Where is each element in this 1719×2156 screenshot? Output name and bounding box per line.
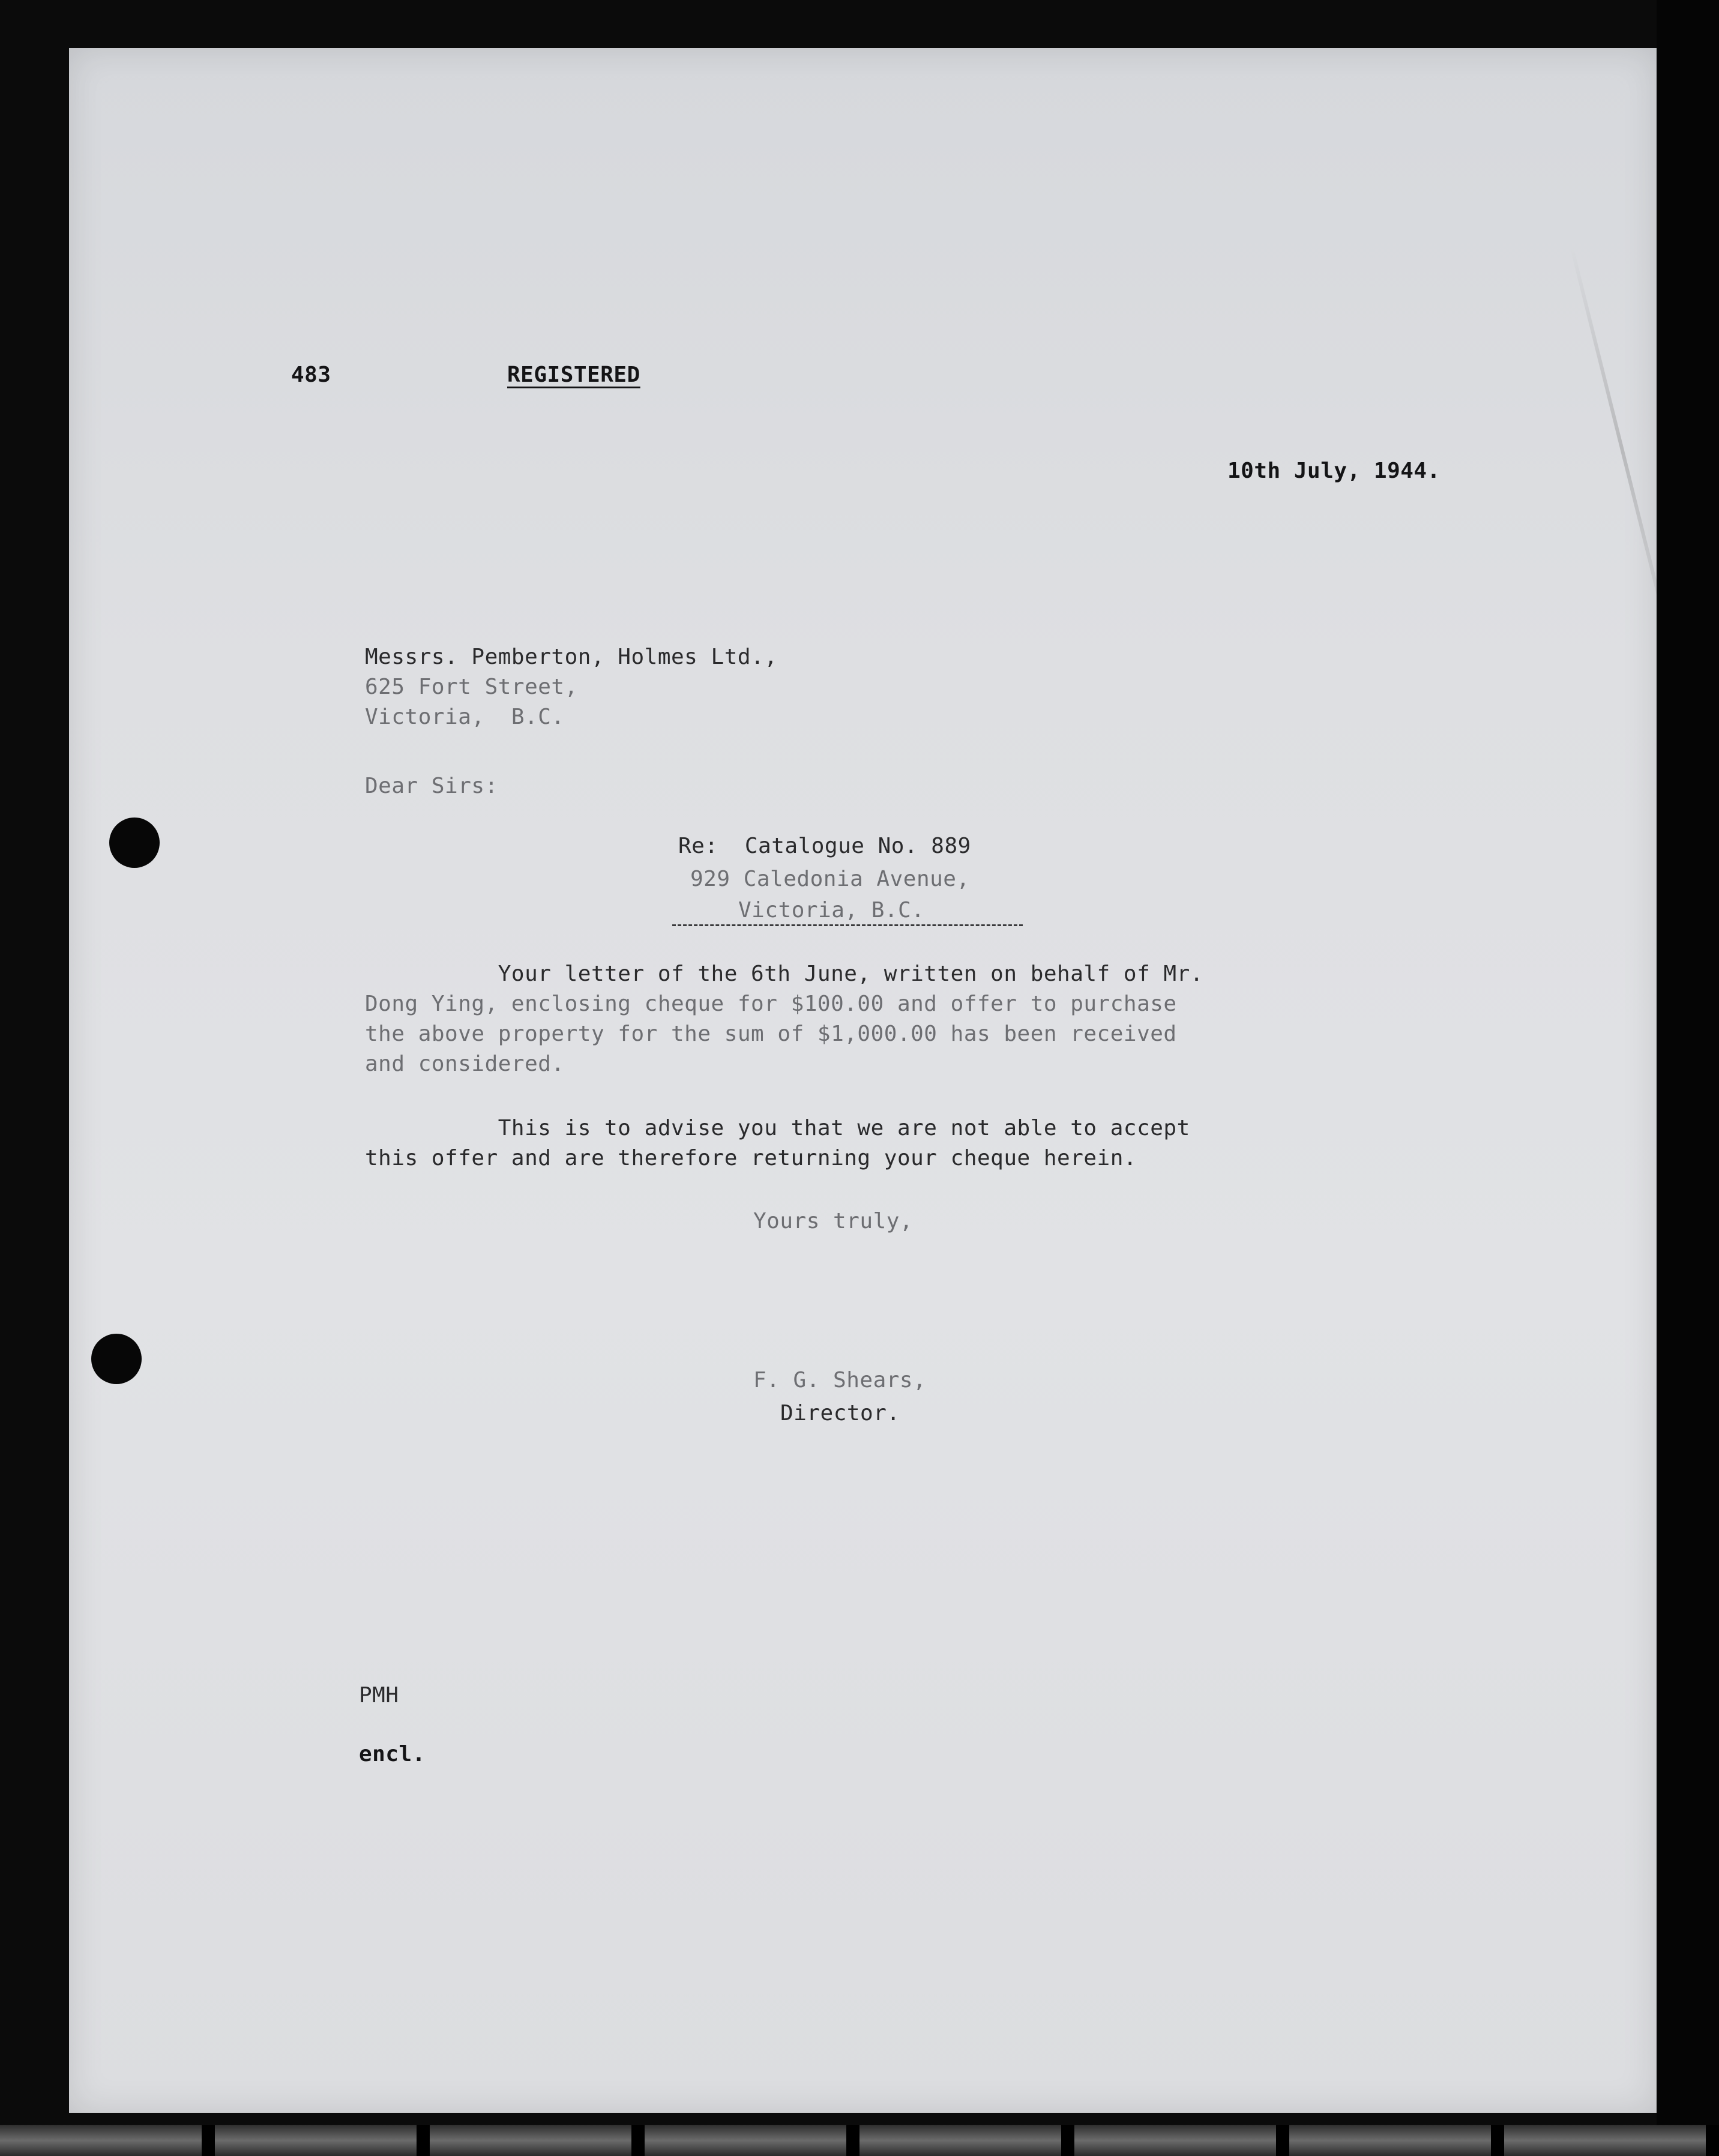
punch-hole-top bbox=[109, 818, 160, 868]
body-paragraph-1-line-3: the above property for the sum of $1,000.00 has been received bbox=[365, 1022, 1177, 1046]
body-paragraph-1-line-1: Your letter of the 6th June, written on behalf of Mr. bbox=[365, 962, 1203, 986]
subject-line-3: Victoria, B.C. bbox=[738, 898, 925, 923]
film-frame-segment bbox=[860, 2125, 1074, 2156]
addressee-line-2: 625 Fort Street, bbox=[365, 675, 578, 699]
body-paragraph-2-line-1: This is to advise you that we are not able to accept bbox=[365, 1116, 1190, 1140]
film-frame-segment bbox=[1289, 2125, 1504, 2156]
film-frame-segment bbox=[215, 2125, 430, 2156]
signatory-title: Director. bbox=[780, 1401, 900, 1426]
enclosure-note: encl. bbox=[359, 1742, 426, 1766]
addressee-line-1: Messrs. Pemberton, Holmes Ltd., bbox=[365, 645, 778, 669]
registered-heading: REGISTERED bbox=[507, 363, 640, 387]
reference-number: 483 bbox=[291, 363, 331, 387]
letter-page bbox=[69, 48, 1657, 2113]
closing: Yours truly, bbox=[753, 1209, 914, 1233]
film-frame-segment bbox=[430, 2125, 645, 2156]
film-frame-segment bbox=[1074, 2125, 1289, 2156]
body-paragraph-1-line-2: Dong Ying, enclosing cheque for $100.00 and offer to purchase bbox=[365, 992, 1177, 1016]
signatory-name: F. G. Shears, bbox=[753, 1368, 927, 1393]
salutation: Dear Sirs: bbox=[365, 774, 498, 798]
subject-line-2: 929 Caledonia Avenue, bbox=[690, 867, 970, 891]
addressee-line-3: Victoria, B.C. bbox=[365, 705, 565, 729]
letter-date: 10th July, 1944. bbox=[1227, 459, 1441, 483]
film-edge-bottom bbox=[0, 2125, 1719, 2156]
film-edge-right bbox=[1657, 0, 1719, 2156]
typist-initials: PMH bbox=[359, 1683, 399, 1708]
film-frame-segment bbox=[1504, 2125, 1719, 2156]
film-frame-segment bbox=[0, 2125, 215, 2156]
film-frame-segment bbox=[645, 2125, 860, 2156]
subject-line-1: Re: Catalogue No. 889 bbox=[678, 834, 971, 858]
body-paragraph-2-line-2: this offer and are therefore returning your cheque herein. bbox=[365, 1146, 1137, 1170]
body-paragraph-1-line-4: and considered. bbox=[365, 1052, 565, 1076]
punch-hole-bottom bbox=[91, 1334, 142, 1384]
subject-underline bbox=[672, 924, 1023, 926]
